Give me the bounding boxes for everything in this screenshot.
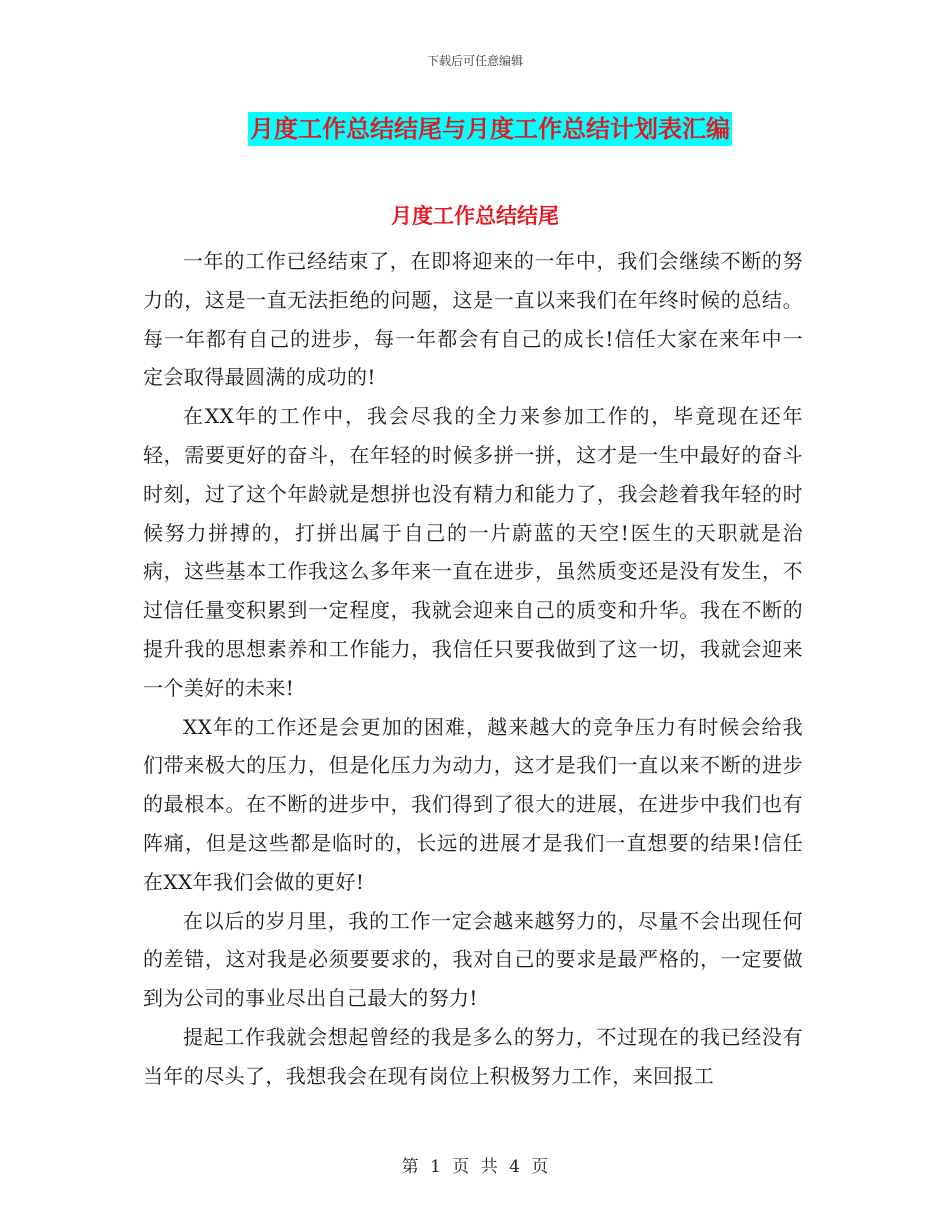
paragraph: XX年的工作还是会更加的困难，越来越大的竞争压力有时候会给我们带来极大的压力，但是化压力为动力，这才是我们一直以来不断的进步的最根本。在不断的进步中，我们得到了很大的进展，在进步中我们也有阵痛，但是这些都是临时的，长远的进展才是我们一直想要的结果!信任在XX年我们会做的更好! bbox=[143, 714, 803, 894]
document-title-wrap bbox=[0, 112, 950, 146]
paragraph: 一年的工作已经结束了，在即将迎来的一年中，我们会继续不断的努力的，这是一直无法拒绝的问题，这是一直以来我们在年终时候的总结。每一年都有自己的进步，每一年都会有自己的成长!信任大家在来年中一定会取得最圆满的成功的! bbox=[143, 249, 803, 390]
section-title: 月度工作总结结尾 bbox=[391, 204, 559, 228]
paragraph: 在XX年的工作中，我会尽我的全力来参加工作的，毕竟现在还年轻，需要更好的奋斗，在年轻的时候多拼一拼，这才是一生中最好的奋斗时刻，过了这个年龄就是想拼也没有精力和能力了，我会趁着我年轻的时候努力拼搏的，打拼出属于自己的一片蔚蓝的天空!医生的天职就是治病，这些基本工作我这么多年来一直在进步，虽然质变还是没有发生，不过信任量变积累到一定程度，我就会迎来自己的质变和升华。我在不断的提升我的思想素养和工作能力，我信任只要我做到了这一切，我就会迎来一个美好的未来! bbox=[143, 404, 803, 700]
document-title: 月度工作总结结尾与月度工作总结计划表汇编 bbox=[248, 112, 732, 146]
paragraph: 在以后的岁月里，我的工作一定会越来越努力的，尽量不会出现任何的差错，这对我是必须要要求的，我对自己的要求是最严格的，一定要做到为公司的事业尽出自己最大的努力! bbox=[143, 908, 803, 1011]
paragraph: 提起工作我就会想起曾经的我是多么的努力，不过现在的我已经没有当年的尽头了，我想我会在现有岗位上积极努力工作，来回报工 bbox=[143, 1024, 803, 1088]
body-text bbox=[143, 242, 803, 1096]
header-note: 下载后可任意编辑 bbox=[426, 54, 523, 68]
page-footer: 第 1 页 共 4 页 bbox=[401, 1157, 549, 1177]
